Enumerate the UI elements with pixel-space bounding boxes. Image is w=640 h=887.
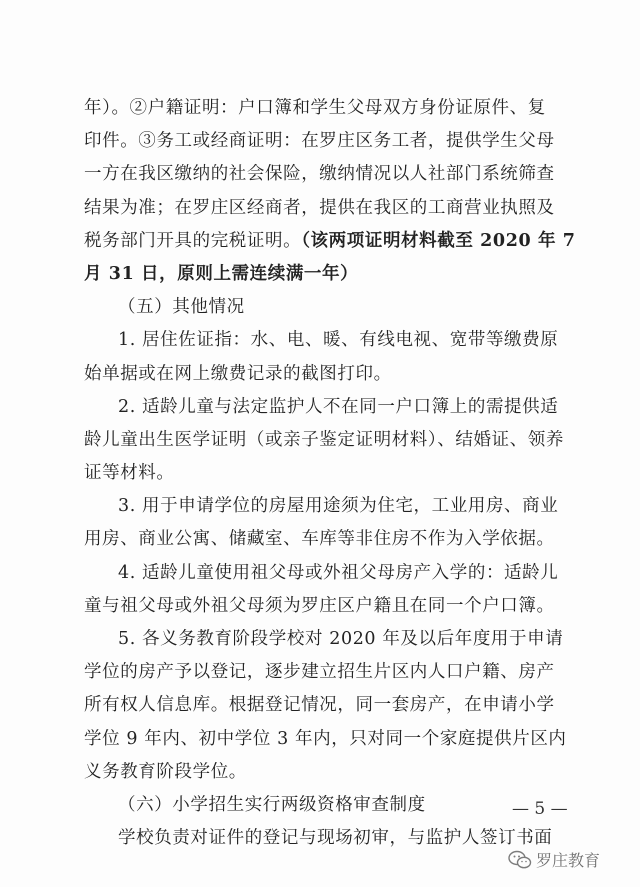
text-line: 印件。③务工或经商证明：在罗庄区务工者，提供学生父母 <box>84 131 555 152</box>
text-line: 年）。②户籍证明：户口簿和学生父母双方身份证原件、复 <box>84 98 546 118</box>
watermark <box>508 848 600 871</box>
text-line: 学校负责对证件的登记与现场初审，与监护人签订书面 <box>118 828 553 849</box>
text-line: 证等材料。 <box>84 463 175 484</box>
watermark-text: 罗庄教育 <box>536 851 601 870</box>
text-line: 1. 居住佐证指：水、电、暖、有线电视、宽带等缴费原 <box>118 330 559 351</box>
page-number: — 5 — <box>512 799 568 819</box>
text-line <box>84 225 576 258</box>
document-body <box>84 92 576 855</box>
text-line: 用房、商业公寓、储藏室、车库等非住房不作为入学依据。 <box>84 529 555 550</box>
text-line: 学位的房产予以登记，逐步建立招生片区内人口户籍、房产 <box>84 662 555 683</box>
text-line: 龄儿童出生医学证明（或亲子鉴定证明材料）、结婚证、领养 <box>84 429 564 450</box>
bold-note-continued: 月 31 日，原则上需连续满一年） <box>84 263 359 284</box>
text-line: 一方在我区缴纳的社会保险，缴纳情况以人社部门系统筛查 <box>84 164 555 185</box>
text-line: 所有权人信息库。根据登记情况，同一套房产，在申请小学 <box>84 695 555 716</box>
text-line: 4. 适龄儿童使用祖父母或外祖父母房产入学的：适龄儿 <box>118 562 559 583</box>
section-heading: （六）小学招生实行两级资格审查制度 <box>118 794 426 815</box>
text-line: 义务教育阶段学位。 <box>84 761 247 782</box>
text-line: 3. 用于申请学位的房屋用途须为住宅，工业用房、商业 <box>118 496 559 517</box>
text-line: 童与祖父母或外祖父母须为罗庄区户籍且在同一个户口簿。 <box>84 595 555 616</box>
section-heading: （五）其他情况 <box>118 297 245 318</box>
text-line: 2. 适龄儿童与法定监护人不在同一户口簿上的需提供适 <box>118 396 559 417</box>
wechat-icon <box>508 850 532 870</box>
text-line: 学位 9 年内、初中学位 3 年内，只对同一个家庭提供片区内 <box>84 728 567 749</box>
text-line: 结果为准；在罗庄区经商者，提供在我区的工商营业执照及 <box>84 197 555 218</box>
bold-note: （该两项证明材料截至 2020 年 7 <box>301 230 576 251</box>
text-line: 始单据或在网上缴费记录的截图打印。 <box>84 363 392 384</box>
text-segment: 税务部门开具的完税证明。 <box>84 230 302 251</box>
text-line: 5. 各义务教育阶段学校对 2020 年及以后年度用于申请 <box>118 629 564 649</box>
